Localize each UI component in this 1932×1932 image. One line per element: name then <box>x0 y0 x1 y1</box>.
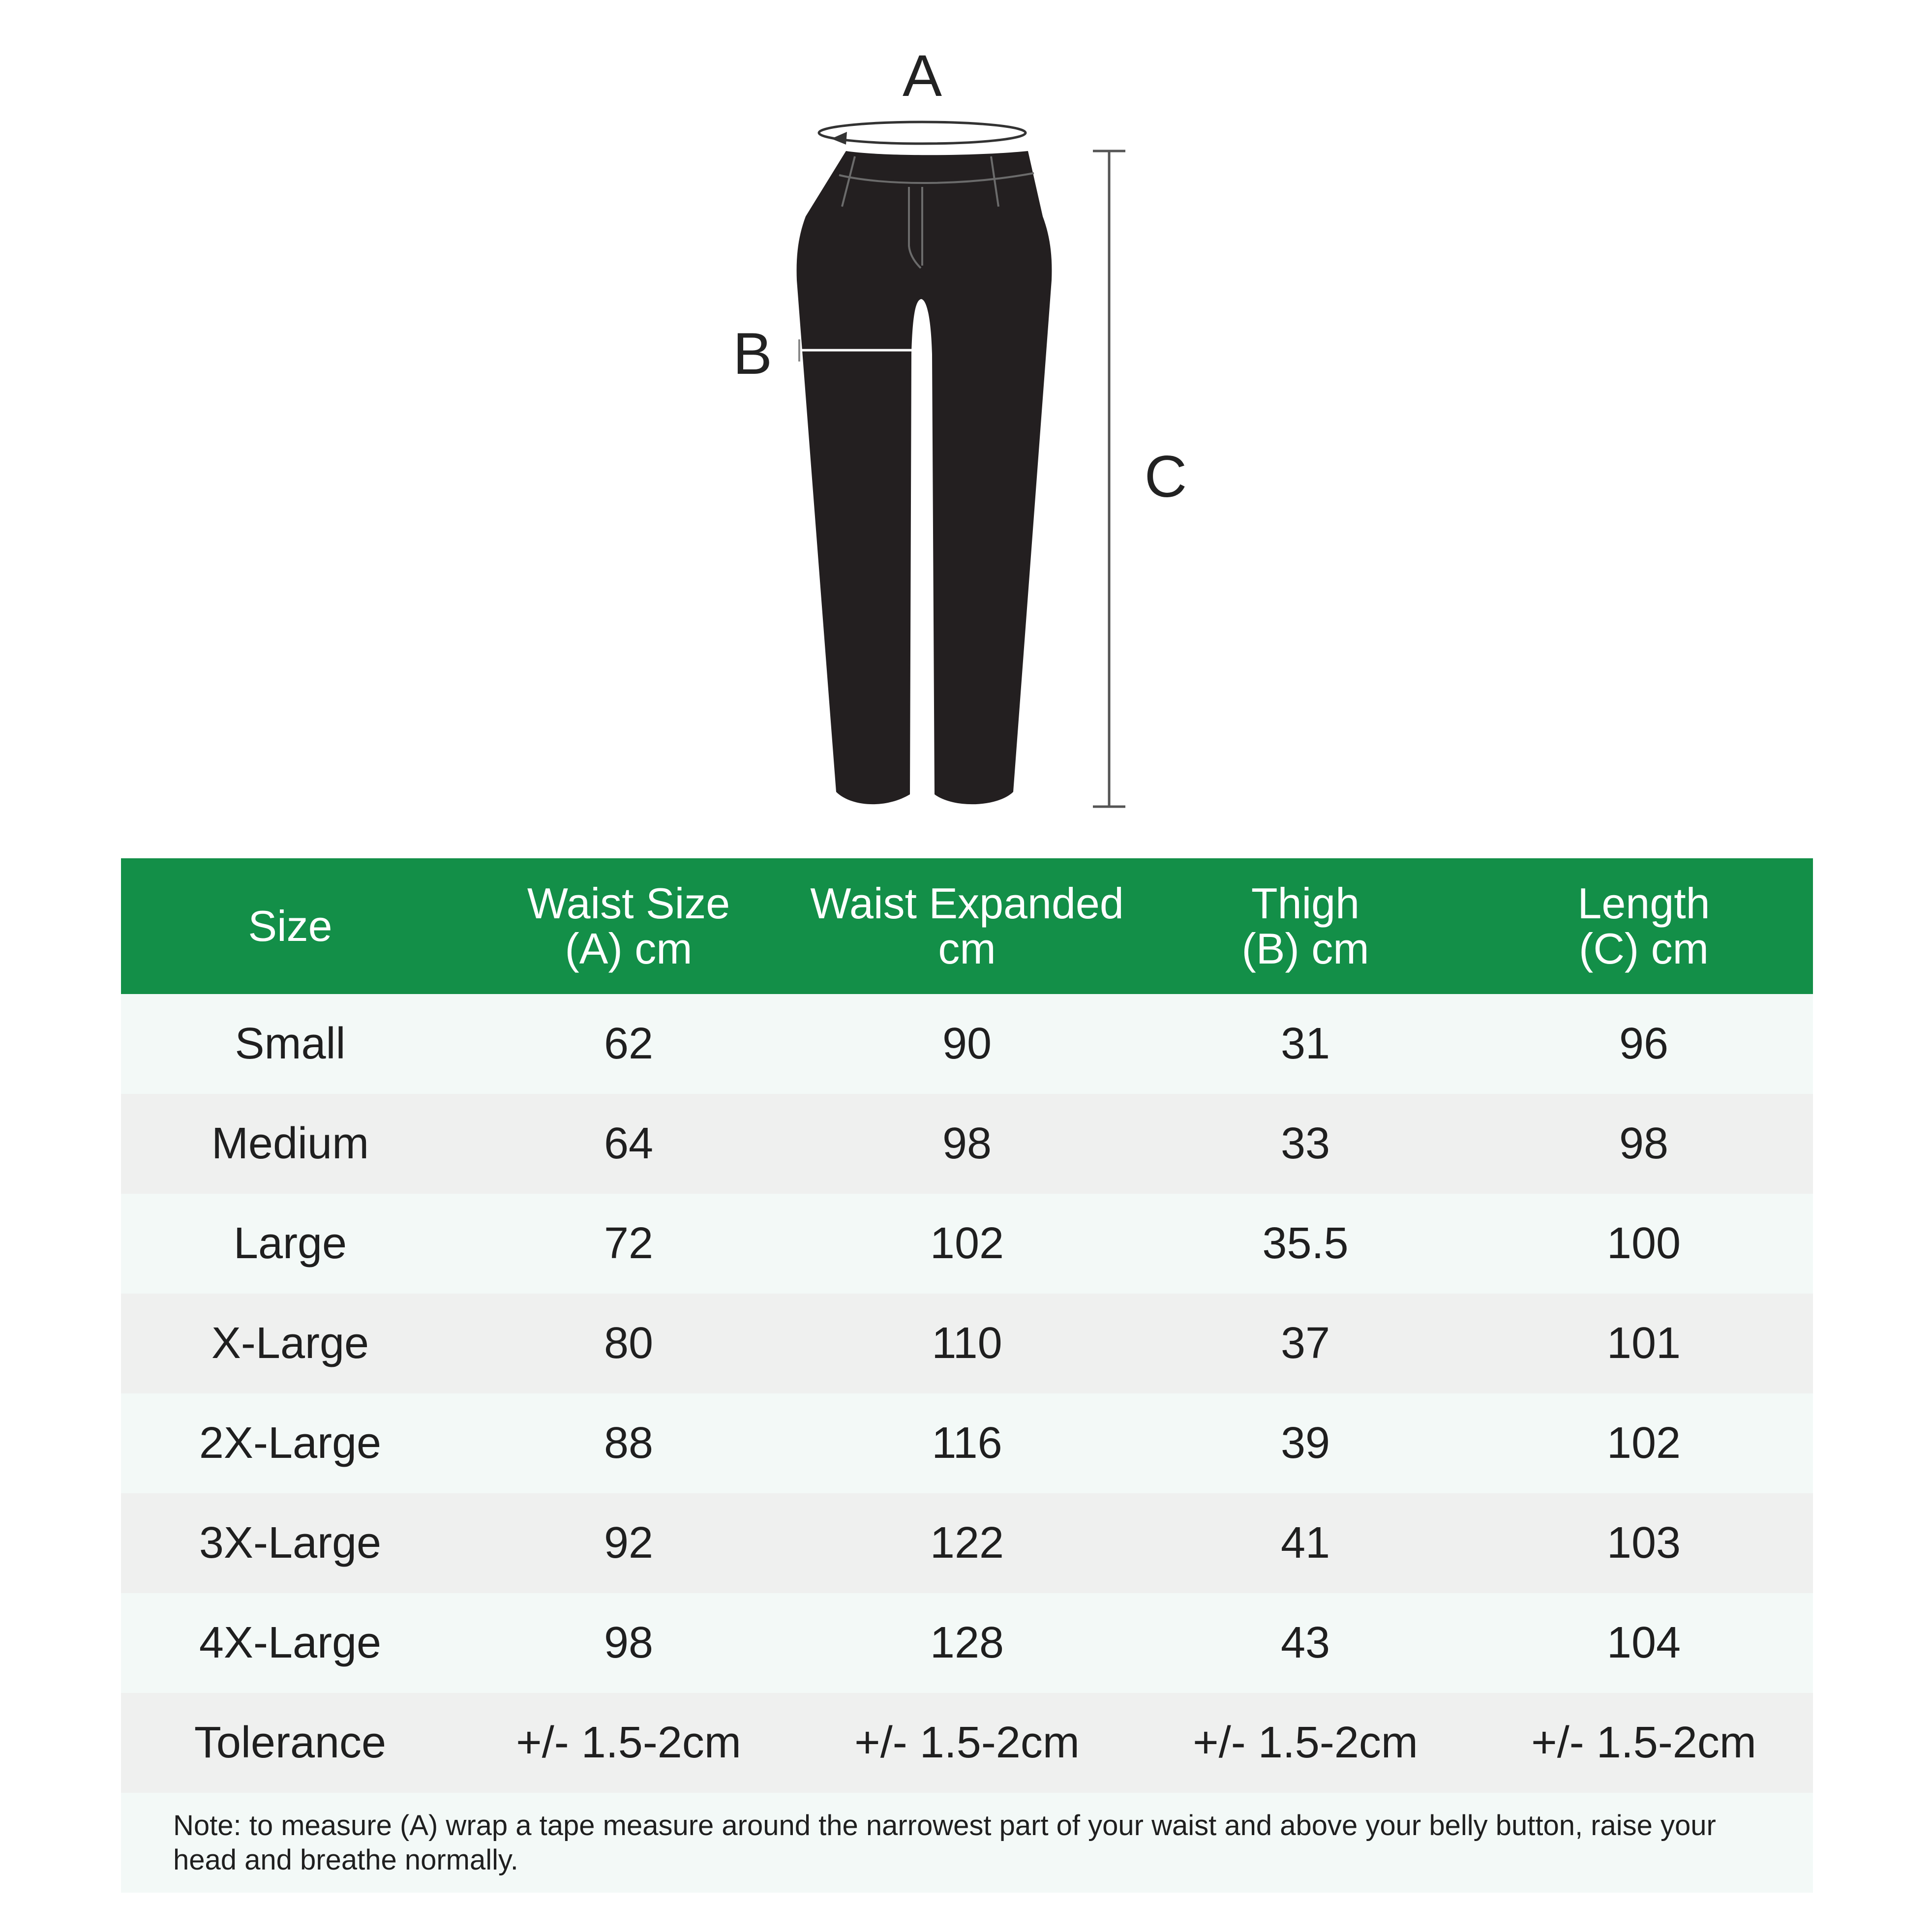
header-size-line1: Size <box>248 902 332 950</box>
size-chart-table <box>121 858 1813 1893</box>
pants-measurement-diagram <box>0 0 1932 836</box>
header-waist-size-line2: (A) cm <box>565 924 693 973</box>
table-header-row <box>121 858 1813 994</box>
table-row <box>121 1194 1813 1294</box>
cell-thigh: 41 <box>1280 1518 1330 1568</box>
cell-tolerance-length: +/- 1.5-2cm <box>1531 1718 1756 1767</box>
cell-length: 103 <box>1606 1518 1681 1568</box>
cell-tolerance-waist-size: +/- 1.5-2cm <box>516 1718 741 1767</box>
waist-arrow-icon <box>831 132 847 145</box>
cell-size: Medium <box>211 1119 369 1168</box>
table-row <box>121 1393 1813 1493</box>
cell-thigh: 37 <box>1280 1319 1330 1368</box>
waist-measure-ellipse <box>819 122 1026 144</box>
label-a: A <box>902 43 942 109</box>
cell-length: 101 <box>1606 1319 1681 1368</box>
header-waist-expanded-line1: Waist Expanded <box>810 879 1124 928</box>
table-row <box>121 1593 1813 1693</box>
cell-tolerance-thigh: +/- 1.5-2cm <box>1193 1718 1418 1767</box>
label-c: C <box>1144 444 1187 510</box>
table-row <box>121 1493 1813 1593</box>
cell-thigh: 35.5 <box>1262 1219 1349 1268</box>
cell-size: 3X-Large <box>199 1518 382 1568</box>
cell-waist-expanded: 128 <box>930 1618 1004 1667</box>
cell-waist-expanded: 116 <box>932 1419 1002 1468</box>
header-length <box>1475 858 1813 994</box>
cell-tolerance-waist-expanded: +/- 1.5-2cm <box>854 1718 1080 1767</box>
pants-illustration <box>797 151 1052 804</box>
header-waist-size <box>459 858 798 994</box>
header-thigh <box>1136 858 1475 994</box>
header-size <box>121 858 459 994</box>
cell-size: X-Large <box>211 1319 369 1368</box>
cell-thigh: 31 <box>1280 1019 1330 1068</box>
header-length-line2: (C) cm <box>1579 924 1709 973</box>
cell-waist-size: 88 <box>604 1419 654 1468</box>
cell-waist-size: 62 <box>604 1019 654 1068</box>
cell-thigh: 33 <box>1280 1119 1330 1168</box>
cell-length: 98 <box>1619 1119 1669 1168</box>
cell-waist-size: 80 <box>604 1319 654 1368</box>
header-waist-expanded-line2: cm <box>938 924 996 973</box>
cell-waist-expanded: 110 <box>932 1319 1002 1368</box>
cell-waist-size: 98 <box>604 1618 654 1667</box>
cell-tolerance-label: Tolerance <box>194 1718 387 1767</box>
cell-length: 102 <box>1606 1419 1681 1468</box>
tolerance-row <box>121 1693 1813 1793</box>
cell-size: 4X-Large <box>199 1618 382 1667</box>
table-row <box>121 1094 1813 1194</box>
cell-thigh: 39 <box>1280 1419 1330 1468</box>
header-thigh-line1: Thigh <box>1251 879 1360 928</box>
header-length-line1: Length <box>1577 879 1710 928</box>
header-thigh-line2: (B) cm <box>1241 924 1369 973</box>
cell-waist-expanded: 102 <box>930 1219 1004 1268</box>
cell-waist-size: 64 <box>604 1119 654 1168</box>
cell-length: 100 <box>1606 1219 1681 1268</box>
label-b: B <box>732 321 773 387</box>
cell-waist-size: 92 <box>604 1518 654 1568</box>
cell-size: 2X-Large <box>199 1419 382 1468</box>
header-waist-size-line1: Waist Size <box>527 879 730 928</box>
cell-waist-expanded: 90 <box>942 1019 992 1068</box>
measurement-note: Note: to measure (A) wrap a tape measure around the narrowest part of your waist and above your belly button, raise your head and breathe normally. <box>121 1793 1813 1893</box>
table-row <box>121 994 1813 1094</box>
cell-waist-size: 72 <box>604 1219 654 1268</box>
cell-size: Small <box>235 1019 346 1068</box>
cell-size: Large <box>233 1219 347 1268</box>
table-row <box>121 1294 1813 1393</box>
cell-length: 96 <box>1619 1019 1669 1068</box>
note-row <box>121 1793 1813 1893</box>
cell-waist-expanded: 98 <box>942 1119 992 1168</box>
cell-thigh: 43 <box>1280 1618 1330 1667</box>
cell-length: 104 <box>1606 1618 1681 1667</box>
cell-waist-expanded: 122 <box>930 1518 1004 1568</box>
header-waist-expanded <box>798 858 1136 994</box>
